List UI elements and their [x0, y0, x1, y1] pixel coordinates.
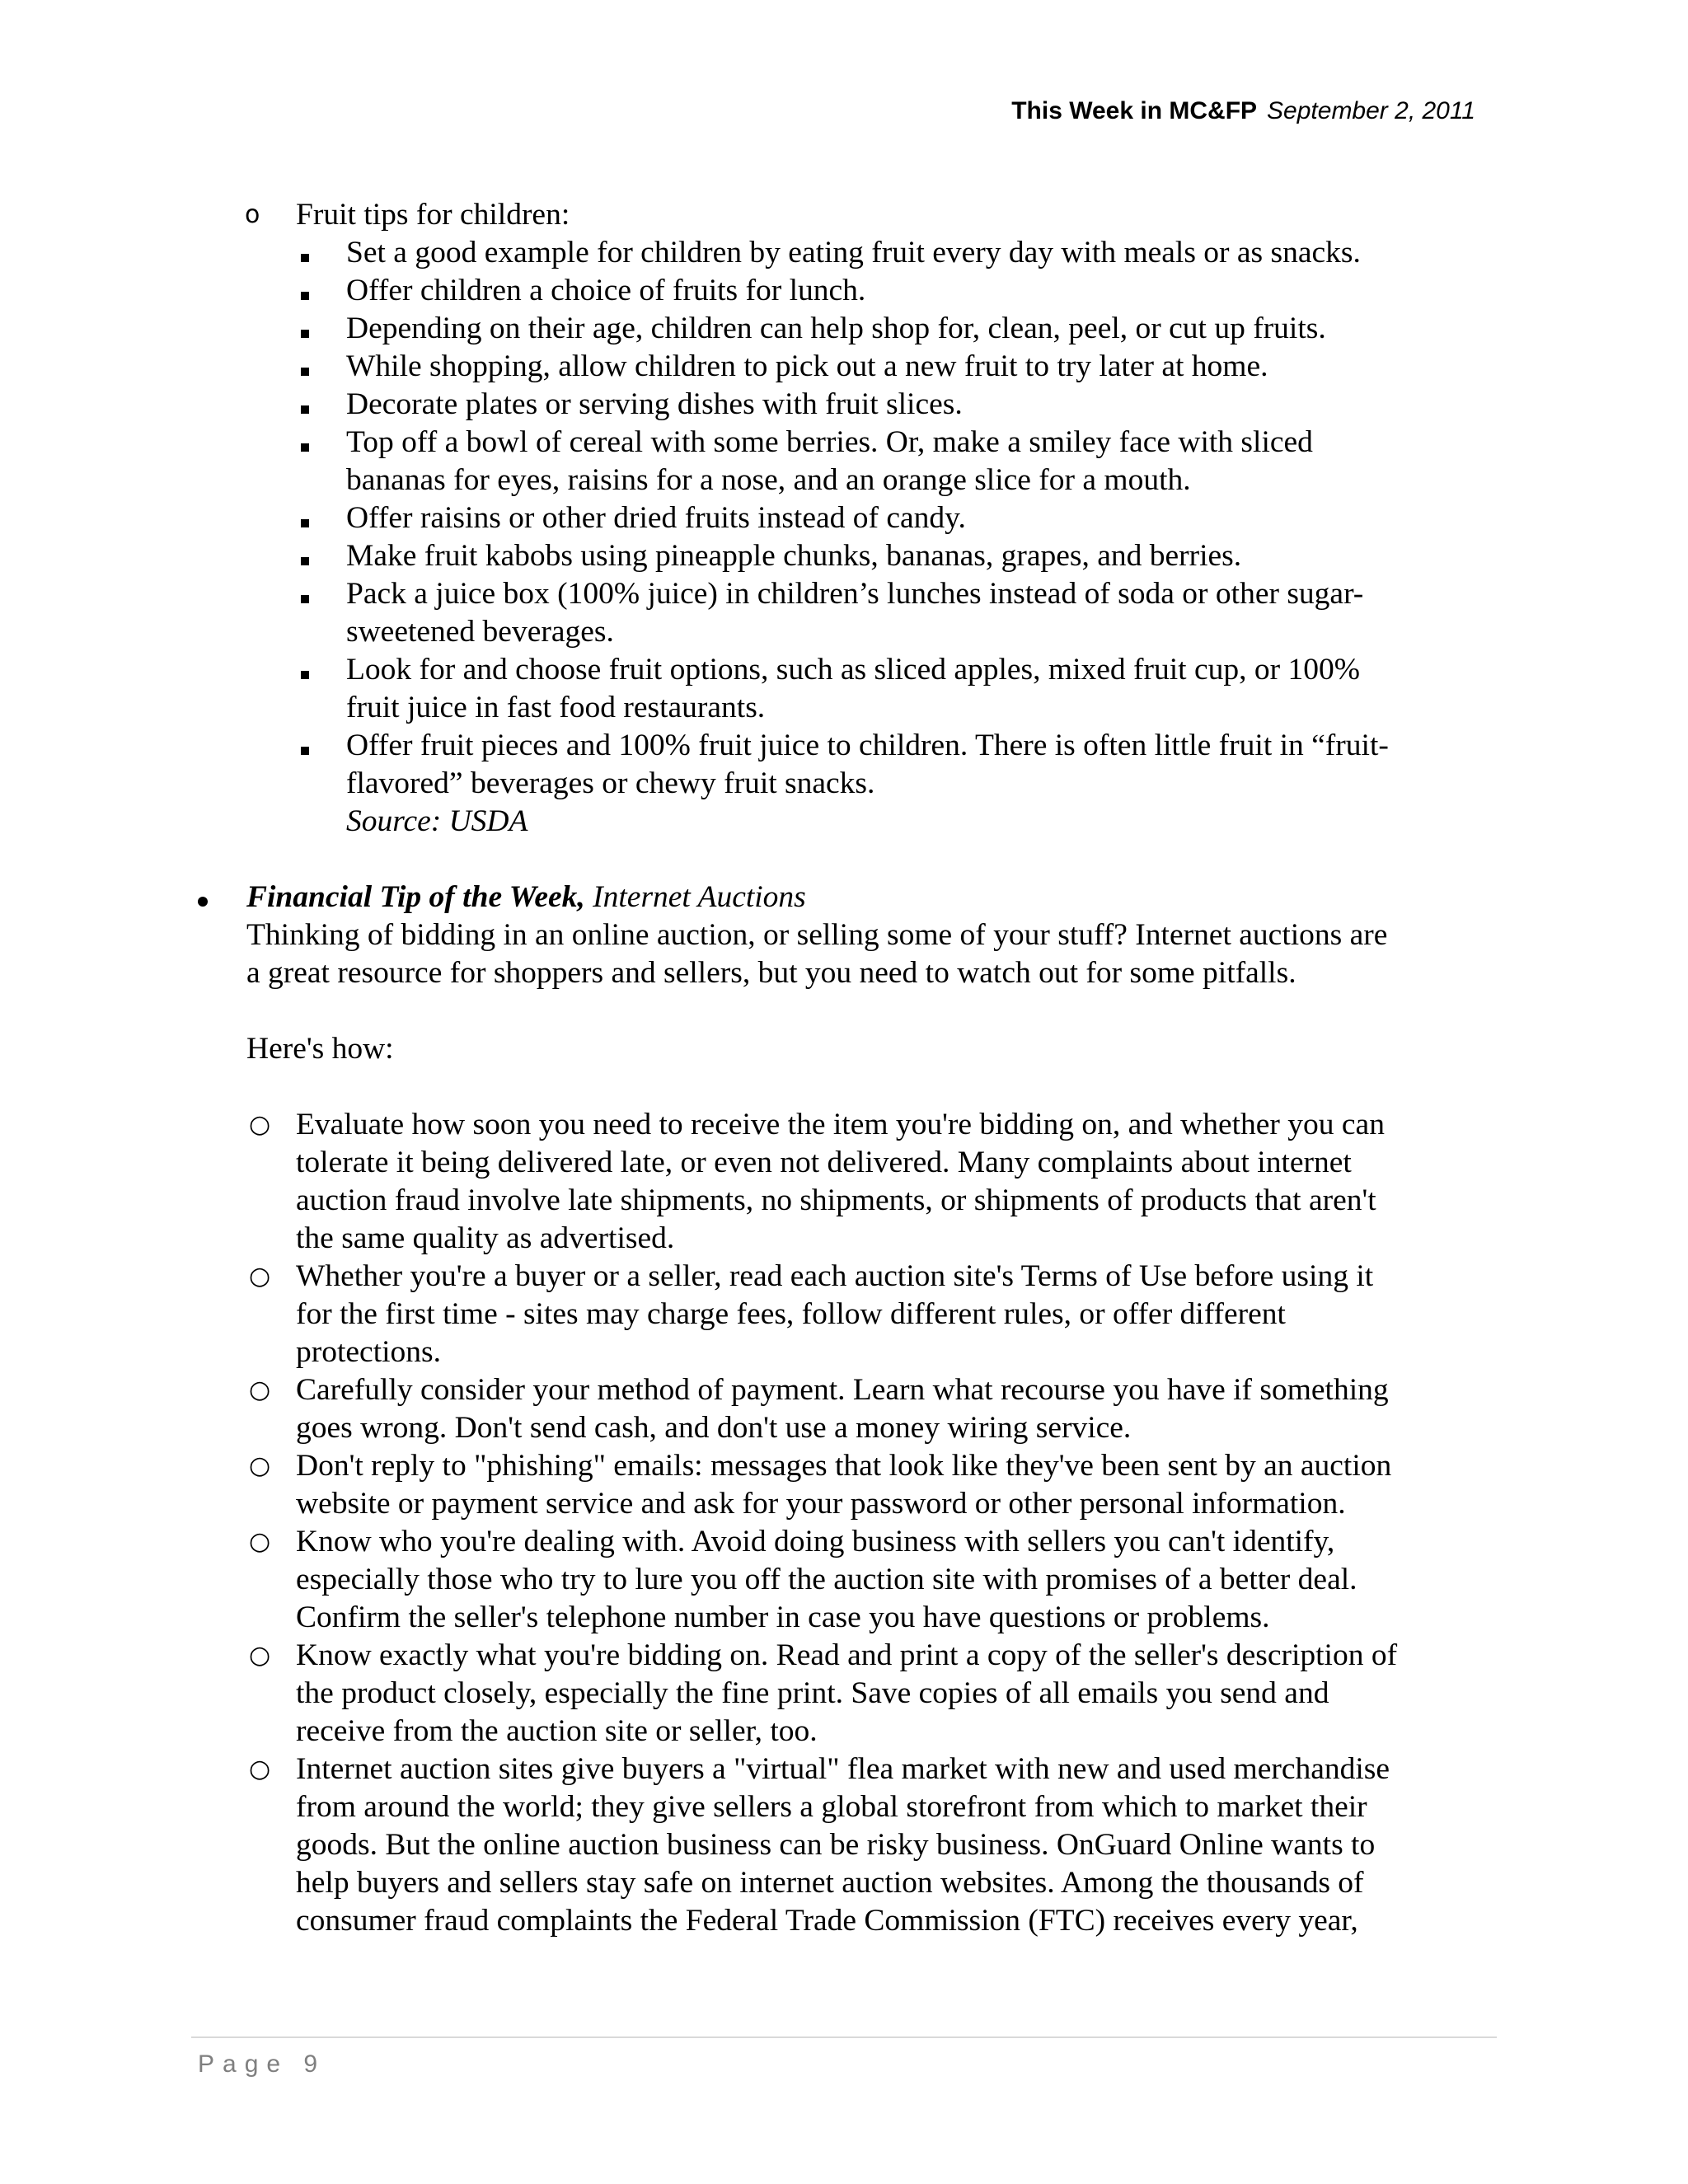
fruit-tip-item-line: bananas for eyes, raisins for a nose, and an orange slice for a mouth. [346, 463, 1191, 497]
square-bullet-icon [301, 330, 309, 338]
fruit-tip-item-line: fruit juice in fast food restaurants. [346, 691, 766, 724]
fruit-tip-item-line: Depending on their age, children can help shop for, clean, peel, or cut up fruits. [346, 312, 1326, 345]
square-bullet-icon [301, 405, 309, 414]
fruit-tip-item [0, 575, 1688, 613]
auction-tip-item [0, 1371, 1688, 1409]
auction-tip-item-line: Know who you're dealing with. Avoid doing business with sellers you can't identify, [296, 1525, 1335, 1558]
issue-date: September 2, 2011 [1267, 97, 1475, 124]
open-circle-bullet-icon: ○ [249, 1262, 271, 1291]
auction-tip-item-line: from around the world; they give sellers a global storefront from which to market their [296, 1790, 1367, 1824]
fruit-tip-item-line: sweetened beverages. [346, 615, 614, 649]
open-circle-bullet-icon: o [245, 200, 260, 229]
auction-tip-item-line: goods. But the online auction business can be risky business. OnGuard Online wants to [296, 1828, 1376, 1862]
square-bullet-icon [301, 671, 309, 679]
fruit-tips-list [0, 234, 1688, 803]
auction-tip-item-line: protections. [296, 1335, 442, 1369]
open-circle-bullet-icon: ○ [249, 1755, 271, 1783]
footer-divider [191, 2036, 1497, 2038]
fruit-tip-item-line: flavored” beverages or chewy fruit snacks. [346, 766, 875, 800]
fruit-tip-item [0, 651, 1688, 689]
fruit-tip-item [0, 272, 1688, 310]
fruit-tip-item-line: Look for and choose fruit options, such as sliced apples, mixed fruit cup, or 100% [346, 653, 1360, 687]
fruit-tip-item-line: Decorate plates or serving dishes with fruit slices. [346, 387, 963, 421]
fruit-tip-item [0, 310, 1688, 348]
auction-tip-item-line: goes wrong. Don't send cash, and don't use a money wiring service. [296, 1411, 1132, 1445]
fruit-tip-item-line: Top off a bowl of cereal with some berries. Or, make a smiley face with sliced [346, 425, 1313, 459]
fruit-tip-item-line: Pack a juice box (100% juice) in children’s lunches instead of soda or other sugar- [346, 577, 1364, 611]
square-bullet-icon [301, 747, 309, 755]
fruit-tip-item-line: Offer raisins or other dried fruits instead of candy. [346, 501, 966, 535]
auction-tip-item-line: receive from the auction site or seller, too. [296, 1714, 818, 1748]
auction-tip-item-line: Don't reply to "phishing" emails: messages that look like they've been sent by an auction [296, 1449, 1392, 1483]
page-number: Page 9 [198, 2050, 326, 2078]
auction-tip-item-line: for the first time - sites may charge fees, follow different rules, or offer different [296, 1297, 1286, 1331]
open-circle-bullet-icon: ○ [249, 1376, 271, 1404]
page-header [1011, 97, 1475, 125]
auction-tip-item-line: consumer fraud complaints the Federal Trade Commission (FTC) receives every year, [296, 1904, 1358, 1938]
fruit-tip-item [0, 499, 1688, 537]
financial-intro-line-2: a great resource for shoppers and sellers, but you need to watch out for some pitfalls. [246, 956, 1296, 990]
auction-tip-item [0, 1106, 1688, 1144]
auction-tip-item [0, 1523, 1688, 1561]
square-bullet-icon [301, 368, 309, 376]
financial-tip-title: Financial Tip of the Week, [246, 880, 585, 914]
auction-tip-item [0, 1750, 1688, 1788]
fruit-tip-item [0, 386, 1688, 424]
fruit-tip-item [0, 727, 1688, 765]
fruit-tips-source: Source: USDA [346, 804, 528, 838]
fruit-tip-item-line: Offer children a choice of fruits for lunch. [346, 274, 866, 307]
square-bullet-icon [301, 519, 309, 527]
square-bullet-icon [301, 443, 309, 452]
open-circle-bullet-icon: ○ [249, 1641, 271, 1670]
square-bullet-icon [301, 254, 309, 262]
fruit-tip-item [0, 537, 1688, 575]
auction-tip-item-line: Evaluate how soon you need to receive the item you're bidding on, and whether you can [296, 1108, 1385, 1141]
financial-tip-topic: Internet Auctions [593, 880, 806, 914]
auction-tip-item-line: especially those who try to lure you off the auction site with promises of a better deal. [296, 1563, 1357, 1596]
auction-tip-item-line: auction fraud involve late shipments, no shipments, or shipments of products that aren't [296, 1183, 1376, 1217]
auction-tip-item-line: help buyers and sellers stay safe on internet auction websites. Among the thousands of [296, 1866, 1364, 1900]
fruit-tip-item-line: Make fruit kabobs using pineapple chunks, bananas, grapes, and berries. [346, 539, 1242, 573]
open-circle-bullet-icon: ○ [249, 1527, 271, 1556]
auction-tip-item-line: Carefully consider your method of payment. Learn what recourse you have if something [296, 1373, 1389, 1407]
open-circle-bullet-icon: ○ [249, 1451, 271, 1480]
fruit-tip-item-line: Offer fruit pieces and 100% fruit juice to children. There is often little fruit in “fruit- [346, 729, 1389, 762]
square-bullet-icon [301, 595, 309, 603]
auction-tip-item-line: the product closely, especially the fine print. Save copies of all emails you send and [296, 1676, 1329, 1710]
fruit-tips-heading-line [0, 196, 1688, 234]
fruit-tip-item [0, 424, 1688, 462]
page-body [0, 196, 1688, 1940]
fruit-tips-heading: Fruit tips for children: [296, 198, 570, 232]
fruit-tip-item [0, 348, 1688, 386]
auction-tip-item-line: Confirm the seller's telephone number in case you have questions or problems. [296, 1601, 1270, 1634]
open-circle-bullet-icon: ○ [249, 1110, 271, 1139]
auction-tips-list [0, 1106, 1688, 1940]
bullet-icon [198, 897, 208, 907]
heres-how-text: Here's how: [246, 1032, 394, 1066]
auction-tip-item-line: Whether you're a buyer or a seller, read each auction site's Terms of Use before using it [296, 1259, 1374, 1293]
square-bullet-icon [301, 292, 309, 300]
auction-tip-item-line: tolerate it being delivered late, or even not delivered. Many complaints about internet [296, 1146, 1352, 1179]
auction-tip-item [0, 1447, 1688, 1485]
auction-tip-item-line: Internet auction sites give buyers a "virtual" flea market with new and used merchandise [296, 1752, 1390, 1786]
publication-title: This Week in MC&FP [1011, 97, 1258, 124]
auction-tip-item [0, 1637, 1688, 1675]
financial-intro-line-1: Thinking of bidding in an online auction, or selling some of your stuff? Internet auctions are [246, 918, 1388, 952]
auction-tip-item [0, 1258, 1688, 1296]
financial-tip-heading-line [0, 879, 1688, 916]
auction-tip-item-line: Know exactly what you're bidding on. Read and print a copy of the seller's description of [296, 1638, 1398, 1672]
auction-tip-item-line: website or payment service and ask for your password or other personal information. [296, 1487, 1346, 1521]
fruit-tip-item [0, 234, 1688, 272]
auction-tip-item-line: the same quality as advertised. [296, 1221, 675, 1255]
fruit-tip-item-line: While shopping, allow children to pick out a new fruit to try later at home. [346, 349, 1268, 383]
square-bullet-icon [301, 557, 309, 565]
fruit-tip-item-line: Set a good example for children by eating fruit every day with meals or as snacks. [346, 236, 1361, 269]
